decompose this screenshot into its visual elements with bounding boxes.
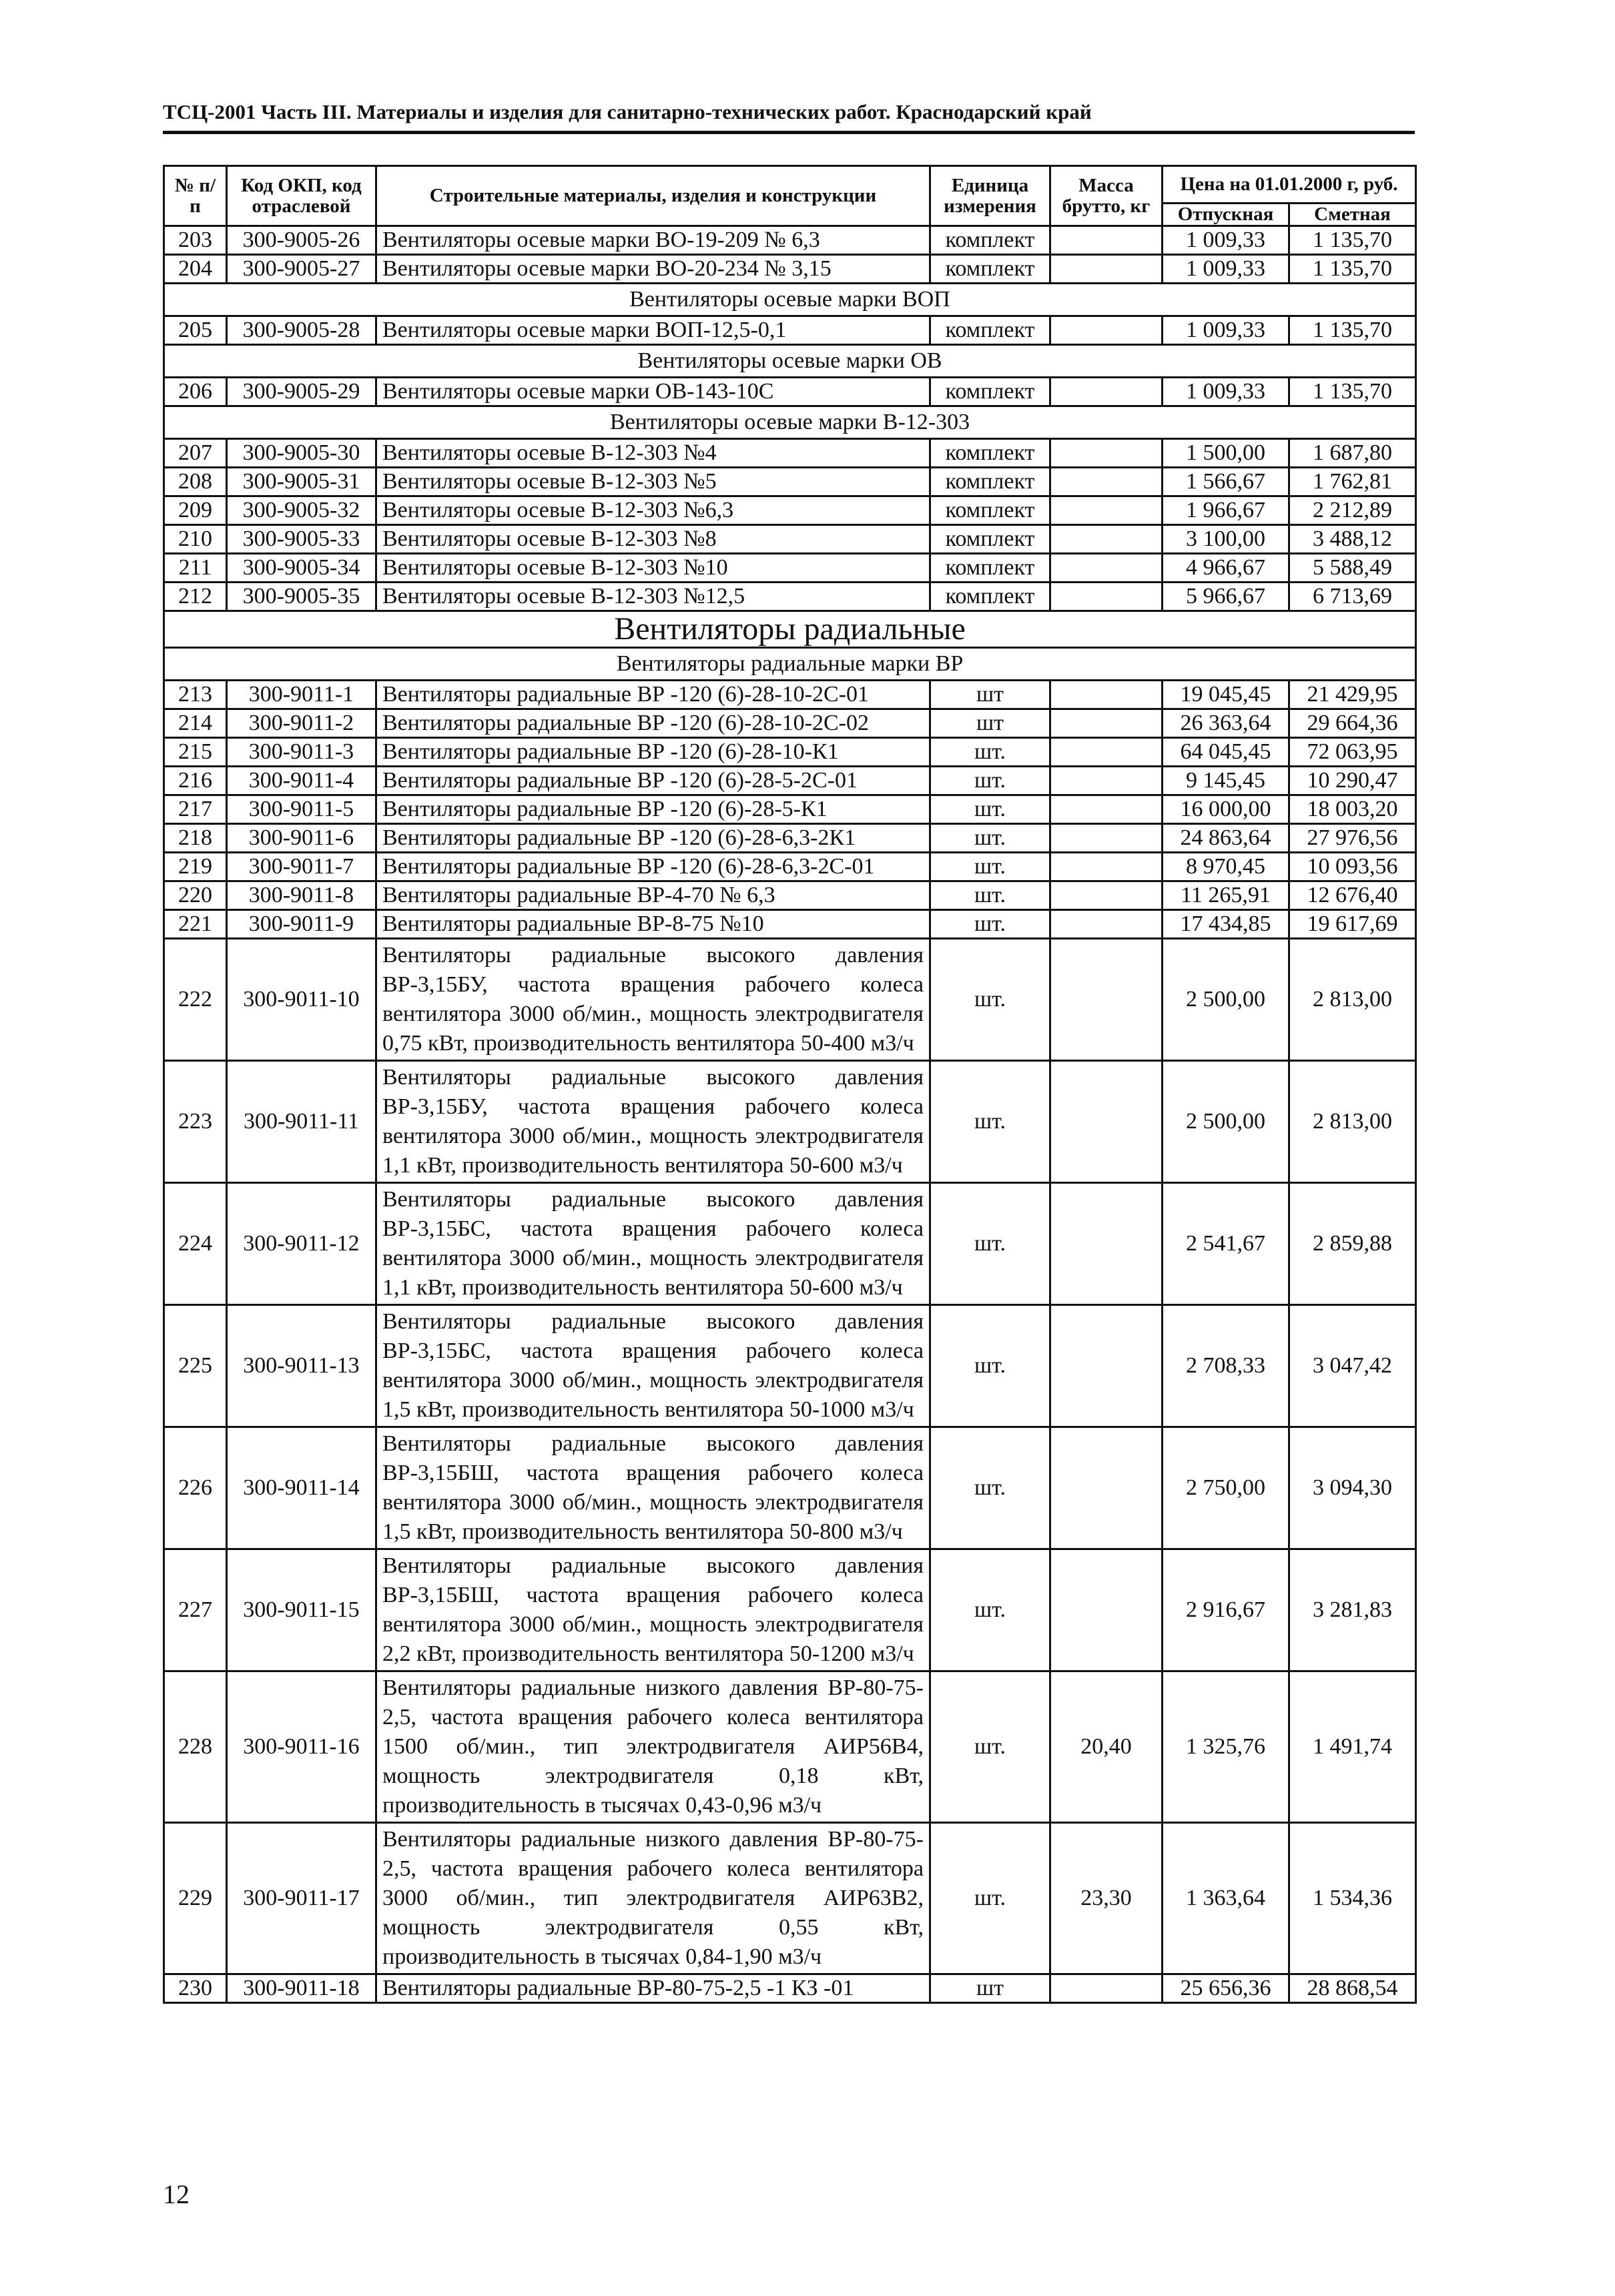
cell-code: 300-9005-30	[227, 439, 376, 468]
table-row	[164, 1823, 1416, 1974]
col-num-header: № п/п	[164, 166, 227, 226]
cell-code: 300-9005-29	[227, 378, 376, 406]
cell-price-release: 25 656,36	[1163, 1974, 1289, 2003]
cell-price-estimate: 12 676,40	[1289, 881, 1416, 910]
cell-price-release: 2 750,00	[1163, 1427, 1289, 1549]
cell-price-release: 11 265,91	[1163, 881, 1289, 910]
cell-mass	[1050, 496, 1163, 525]
cell-num: 209	[164, 496, 227, 525]
cell-name: Вентиляторы радиальные ВР -120 (6)-28-5-К1	[376, 795, 930, 824]
cell-code: 300-9005-27	[227, 255, 376, 284]
cell-price-release: 8 970,45	[1163, 853, 1289, 881]
cell-price-release: 24 863,64	[1163, 824, 1289, 853]
cell-unit: комплект	[930, 439, 1050, 468]
cell-num: 212	[164, 583, 227, 611]
cell-price-release: 16 000,00	[1163, 795, 1289, 824]
table-row	[164, 881, 1416, 910]
cell-num: 205	[164, 316, 227, 345]
cell-code: 300-9011-16	[227, 1671, 376, 1823]
cell-num: 222	[164, 939, 227, 1061]
cell-unit: комплект	[930, 496, 1050, 525]
cell-mass	[1050, 468, 1163, 496]
cell-mass	[1050, 316, 1163, 345]
cell-price-release: 1 966,67	[1163, 496, 1289, 525]
cell-price-release: 5 966,67	[1163, 583, 1289, 611]
cell-unit: комплект	[930, 226, 1050, 255]
cell-code: 300-9011-7	[227, 853, 376, 881]
section-title: Вентиляторы осевые марки В-12-303	[164, 406, 1416, 439]
cell-code: 300-9011-9	[227, 910, 376, 939]
table-row	[164, 226, 1416, 255]
cell-name: Вентиляторы радиальные ВР-80-75-2,5 -1 КЗ -01	[376, 1974, 930, 2003]
section-row	[164, 284, 1416, 316]
cell-mass	[1050, 525, 1163, 554]
cell-unit: шт	[930, 681, 1050, 709]
table-body	[164, 226, 1416, 2003]
table-row	[164, 1061, 1416, 1183]
cell-num: 224	[164, 1183, 227, 1305]
cell-code: 300-9011-13	[227, 1305, 376, 1427]
cell-mass	[1050, 1061, 1163, 1183]
cell-mass	[1050, 881, 1163, 910]
cell-unit: шт	[930, 709, 1050, 738]
cell-name: Вентиляторы радиальные высокого давления ВР-3,15БУ, частота вращения рабочего колеса вентилятора 3000 об/мин., мощность электродвигателя 0,75 кВт, производительность вентилятора 50-400 м3/ч	[376, 939, 930, 1061]
cell-code: 300-9011-2	[227, 709, 376, 738]
cell-name: Вентиляторы осевые В-12-303 №12,5	[376, 583, 930, 611]
cell-price-estimate: 10 093,56	[1289, 853, 1416, 881]
cell-name: Вентиляторы радиальные ВР-8-75 №10	[376, 910, 930, 939]
cell-mass	[1050, 255, 1163, 284]
cell-code: 300-9011-3	[227, 738, 376, 767]
cell-name: Вентиляторы радиальные ВР -120 (6)-28-5-2С-01	[376, 767, 930, 795]
cell-num: 213	[164, 681, 227, 709]
table-row	[164, 824, 1416, 853]
table-row	[164, 316, 1416, 345]
cell-num: 211	[164, 554, 227, 583]
cell-price-release: 1 009,33	[1163, 255, 1289, 284]
cell-name: Вентиляторы радиальные ВР -120 (6)-28-6,3-2К1	[376, 824, 930, 853]
cell-name: Вентиляторы радиальные высокого давления ВР-3,15БШ, частота вращения рабочего колеса вентилятора 3000 об/мин., мощность электродвигателя 2,2 кВт, производительность вентилятора 50-1200 м3/ч	[376, 1549, 930, 1671]
cell-price-estimate: 2 813,00	[1289, 939, 1416, 1061]
cell-num: 218	[164, 824, 227, 853]
cell-price-estimate: 29 664,36	[1289, 709, 1416, 738]
cell-mass	[1050, 439, 1163, 468]
cell-price-release: 2 708,33	[1163, 1305, 1289, 1427]
cell-code: 300-9005-34	[227, 554, 376, 583]
table-row	[164, 255, 1416, 284]
cell-mass	[1050, 1305, 1163, 1427]
cell-unit: шт.	[930, 939, 1050, 1061]
cell-unit: комплект	[930, 468, 1050, 496]
col-name-header: Строительные материалы, изделия и конструкции	[376, 166, 930, 226]
cell-price-estimate: 3 281,83	[1289, 1549, 1416, 1671]
cell-name: Вентиляторы осевые марки ВО-20-234 № 3,15	[376, 255, 930, 284]
cell-code: 300-9005-28	[227, 316, 376, 345]
table-row	[164, 853, 1416, 881]
cell-price-estimate: 28 868,54	[1289, 1974, 1416, 2003]
table-row	[164, 738, 1416, 767]
cell-price-release: 19 045,45	[1163, 681, 1289, 709]
cell-name: Вентиляторы осевые В-12-303 №6,3	[376, 496, 930, 525]
table-row	[164, 468, 1416, 496]
cell-mass	[1050, 709, 1163, 738]
table-row	[164, 709, 1416, 738]
section-title: Вентиляторы осевые марки ВОП	[164, 284, 1416, 316]
table-row	[164, 1427, 1416, 1549]
cell-name: Вентиляторы радиальные ВР -120 (6)-28-10-2С-02	[376, 709, 930, 738]
cell-num: 217	[164, 795, 227, 824]
cell-price-estimate: 72 063,95	[1289, 738, 1416, 767]
cell-name: Вентиляторы осевые марки ВО-19-209 № 6,3	[376, 226, 930, 255]
cell-price-release: 1 009,33	[1163, 378, 1289, 406]
cell-code: 300-9005-31	[227, 468, 376, 496]
col-price-estimate-header: Сметная	[1289, 204, 1416, 226]
table-row	[164, 681, 1416, 709]
cell-code: 300-9005-32	[227, 496, 376, 525]
section-title: Вентиляторы радиальные марки ВР	[164, 648, 1416, 681]
cell-mass	[1050, 910, 1163, 939]
cell-price-estimate: 18 003,20	[1289, 795, 1416, 824]
cell-price-release: 2 541,67	[1163, 1183, 1289, 1305]
cell-price-estimate: 1 135,70	[1289, 316, 1416, 345]
cell-mass	[1050, 939, 1163, 1061]
cell-price-estimate: 1 135,70	[1289, 378, 1416, 406]
cell-unit: шт.	[930, 1823, 1050, 1974]
cell-code: 300-9005-26	[227, 226, 376, 255]
cell-unit: комплект	[930, 583, 1050, 611]
cell-price-estimate: 10 290,47	[1289, 767, 1416, 795]
cell-price-estimate: 2 813,00	[1289, 1061, 1416, 1183]
cell-price-release: 64 045,45	[1163, 738, 1289, 767]
cell-price-release: 2 500,00	[1163, 939, 1289, 1061]
cell-price-release: 3 100,00	[1163, 525, 1289, 554]
cell-price-estimate: 5 588,49	[1289, 554, 1416, 583]
cell-mass	[1050, 1974, 1163, 2003]
cell-unit: комплект	[930, 378, 1050, 406]
cell-mass: 23,30	[1050, 1823, 1163, 1974]
cell-price-estimate: 1 135,70	[1289, 255, 1416, 284]
cell-unit: комплект	[930, 554, 1050, 583]
table-row	[164, 496, 1416, 525]
cell-price-release: 1 566,67	[1163, 468, 1289, 496]
section-row	[164, 345, 1416, 378]
section-title: Вентиляторы радиальные	[164, 611, 1416, 648]
cell-code: 300-9011-1	[227, 681, 376, 709]
table-row	[164, 1671, 1416, 1823]
cell-name: Вентиляторы радиальные высокого давления ВР-3,15БС, частота вращения рабочего колеса вентилятора 3000 об/мин., мощность электродвигателя 1,5 кВт, производительность вентилятора 50-1000 м3/ч	[376, 1305, 930, 1427]
cell-num: 228	[164, 1671, 227, 1823]
col-code-header: Код ОКП, код отраслевой	[227, 166, 376, 226]
cell-num: 214	[164, 709, 227, 738]
cell-name: Вентиляторы осевые В-12-303 №10	[376, 554, 930, 583]
cell-num: 204	[164, 255, 227, 284]
cell-price-release: 2 500,00	[1163, 1061, 1289, 1183]
cell-price-estimate: 21 429,95	[1289, 681, 1416, 709]
cell-unit: шт.	[930, 881, 1050, 910]
cell-unit: шт.	[930, 1549, 1050, 1671]
cell-code: 300-9011-18	[227, 1974, 376, 2003]
cell-mass	[1050, 853, 1163, 881]
table-row	[164, 378, 1416, 406]
cell-num: 229	[164, 1823, 227, 1974]
cell-price-release: 26 363,64	[1163, 709, 1289, 738]
cell-price-estimate: 2 212,89	[1289, 496, 1416, 525]
cell-unit: шт.	[930, 1671, 1050, 1823]
cell-unit: шт.	[930, 1305, 1050, 1427]
table-row	[164, 583, 1416, 611]
cell-price-release: 1 500,00	[1163, 439, 1289, 468]
cell-mass	[1050, 1427, 1163, 1549]
cell-name: Вентиляторы радиальные ВР -120 (6)-28-10-К1	[376, 738, 930, 767]
cell-code: 300-9011-11	[227, 1061, 376, 1183]
table-row	[164, 1305, 1416, 1427]
cell-name: Вентиляторы осевые марки ВОП-12,5-0,1	[376, 316, 930, 345]
cell-name: Вентиляторы радиальные высокого давления ВР-3,15БШ, частота вращения рабочего колеса вентилятора 3000 об/мин., мощность электродвигателя 1,5 кВт, производительность вентилятора 50-800 м3/ч	[376, 1427, 930, 1549]
cell-code: 300-9005-35	[227, 583, 376, 611]
cell-mass	[1050, 1549, 1163, 1671]
cell-code: 300-9011-6	[227, 824, 376, 853]
cell-price-estimate: 1 135,70	[1289, 226, 1416, 255]
cell-code: 300-9011-10	[227, 939, 376, 1061]
cell-price-release: 1 363,64	[1163, 1823, 1289, 1974]
table-row	[164, 439, 1416, 468]
cell-unit: комплект	[930, 316, 1050, 345]
cell-mass	[1050, 824, 1163, 853]
cell-num: 221	[164, 910, 227, 939]
cell-mass	[1050, 226, 1163, 255]
cell-price-release: 4 966,67	[1163, 554, 1289, 583]
cell-price-release: 1 325,76	[1163, 1671, 1289, 1823]
cell-name: Вентиляторы радиальные низкого давления ВР-80-75-2,5, частота вращения рабочего колеса вентилятора 1500 об/мин., тип электродвигателя АИР56В4, мощность электродвигателя 0,18 кВт, производительность в тысячах 0,43-0,96 м3/ч	[376, 1671, 930, 1823]
cell-price-release: 9 145,45	[1163, 767, 1289, 795]
cell-code: 300-9011-14	[227, 1427, 376, 1549]
cell-unit: шт.	[930, 824, 1050, 853]
cell-mass	[1050, 795, 1163, 824]
header-rule	[163, 131, 1415, 134]
cell-code: 300-9011-5	[227, 795, 376, 824]
cell-price-estimate: 19 617,69	[1289, 910, 1416, 939]
cell-name: Вентиляторы осевые марки ОВ-143-10С	[376, 378, 930, 406]
cell-unit: шт.	[930, 910, 1050, 939]
cell-mass	[1050, 378, 1163, 406]
cell-unit: комплект	[930, 525, 1050, 554]
cell-price-estimate: 1 762,81	[1289, 468, 1416, 496]
cell-num: 226	[164, 1427, 227, 1549]
cell-name: Вентиляторы радиальные ВР -120 (6)-28-6,3-2С-01	[376, 853, 930, 881]
cell-num: 206	[164, 378, 227, 406]
cell-code: 300-9011-12	[227, 1183, 376, 1305]
cell-price-estimate: 1 687,80	[1289, 439, 1416, 468]
cell-name: Вентиляторы радиальные низкого давления ВР-80-75-2,5, частота вращения рабочего колеса вентилятора 3000 об/мин., тип электродвигателя АИР63В2, мощность электродвигателя 0,55 кВт, производительность в тысячах 0,84-1,90 м3/ч	[376, 1823, 930, 1974]
cell-unit: шт	[930, 1974, 1050, 2003]
cell-price-release: 2 916,67	[1163, 1549, 1289, 1671]
cell-mass	[1050, 554, 1163, 583]
cell-price-estimate: 3 488,12	[1289, 525, 1416, 554]
cell-num: 215	[164, 738, 227, 767]
cell-price-release: 1 009,33	[1163, 226, 1289, 255]
col-price-release-header: Отпускная	[1163, 204, 1289, 226]
cell-mass	[1050, 681, 1163, 709]
cell-price-estimate: 1 534,36	[1289, 1823, 1416, 1974]
cell-price-estimate: 6 713,69	[1289, 583, 1416, 611]
cell-unit: комплект	[930, 255, 1050, 284]
cell-price-estimate: 27 976,56	[1289, 824, 1416, 853]
page-number: 12	[163, 2179, 190, 2209]
cell-unit: шт.	[930, 853, 1050, 881]
cell-name: Вентиляторы осевые В-12-303 №8	[376, 525, 930, 554]
page-header: ТСЦ-2001 Часть III. Материалы и изделия для санитарно-технических работ. Краснодарский край	[163, 100, 1092, 123]
cell-name: Вентиляторы радиальные ВР-4-70 № 6,3	[376, 881, 930, 910]
cell-code: 300-9011-15	[227, 1549, 376, 1671]
cell-name: Вентиляторы осевые В-12-303 №4	[376, 439, 930, 468]
cell-mass	[1050, 767, 1163, 795]
section-title: Вентиляторы осевые марки ОВ	[164, 345, 1416, 378]
cell-num: 216	[164, 767, 227, 795]
cell-num: 210	[164, 525, 227, 554]
col-mass-header: Масса брутто, кг	[1050, 166, 1163, 226]
cell-code: 300-9011-4	[227, 767, 376, 795]
price-table	[163, 165, 1417, 2004]
table-row	[164, 910, 1416, 939]
cell-unit: шт.	[930, 795, 1050, 824]
table-row	[164, 795, 1416, 824]
cell-num: 223	[164, 1061, 227, 1183]
cell-num: 208	[164, 468, 227, 496]
cell-num: 219	[164, 853, 227, 881]
table-row	[164, 525, 1416, 554]
section-row	[164, 406, 1416, 439]
col-price-header: Цена на 01.01.2000 г, руб.	[1163, 166, 1416, 204]
cell-mass	[1050, 1183, 1163, 1305]
table-row	[164, 554, 1416, 583]
cell-num: 227	[164, 1549, 227, 1671]
cell-code: 300-9011-8	[227, 881, 376, 910]
table-row	[164, 767, 1416, 795]
section-row	[164, 648, 1416, 681]
cell-mass	[1050, 583, 1163, 611]
cell-num: 207	[164, 439, 227, 468]
cell-num: 225	[164, 1305, 227, 1427]
cell-unit: шт.	[930, 738, 1050, 767]
table-row	[164, 1549, 1416, 1671]
cell-price-release: 1 009,33	[1163, 316, 1289, 345]
table-row	[164, 1974, 1416, 2003]
cell-num: 203	[164, 226, 227, 255]
cell-num: 220	[164, 881, 227, 910]
cell-name: Вентиляторы радиальные высокого давления ВР-3,15БУ, частота вращения рабочего колеса вентилятора 3000 об/мин., мощность электродвигателя 1,1 кВт, производительность вентилятора 50-600 м3/ч	[376, 1061, 930, 1183]
cell-code: 300-9005-33	[227, 525, 376, 554]
cell-name: Вентиляторы осевые В-12-303 №5	[376, 468, 930, 496]
table-row	[164, 1183, 1416, 1305]
section-row	[164, 611, 1416, 648]
cell-mass: 20,40	[1050, 1671, 1163, 1823]
cell-price-release: 17 434,85	[1163, 910, 1289, 939]
cell-code: 300-9011-17	[227, 1823, 376, 1974]
cell-price-estimate: 1 491,74	[1289, 1671, 1416, 1823]
cell-unit: шт.	[930, 767, 1050, 795]
cell-price-estimate: 3 047,42	[1289, 1305, 1416, 1427]
cell-name: Вентиляторы радиальные высокого давления ВР-3,15БС, частота вращения рабочего колеса вентилятора 3000 об/мин., мощность электродвигателя 1,1 кВт, производительность вентилятора 50-600 м3/ч	[376, 1183, 930, 1305]
cell-unit: шт.	[930, 1061, 1050, 1183]
col-unit-header: Единица измерения	[930, 166, 1050, 226]
cell-price-estimate: 3 094,30	[1289, 1427, 1416, 1549]
cell-price-estimate: 2 859,88	[1289, 1183, 1416, 1305]
cell-unit: шт.	[930, 1427, 1050, 1549]
cell-mass	[1050, 738, 1163, 767]
cell-num: 230	[164, 1974, 227, 2003]
table-row	[164, 939, 1416, 1061]
cell-unit: шт.	[930, 1183, 1050, 1305]
cell-name: Вентиляторы радиальные ВР -120 (6)-28-10-2С-01	[376, 681, 930, 709]
